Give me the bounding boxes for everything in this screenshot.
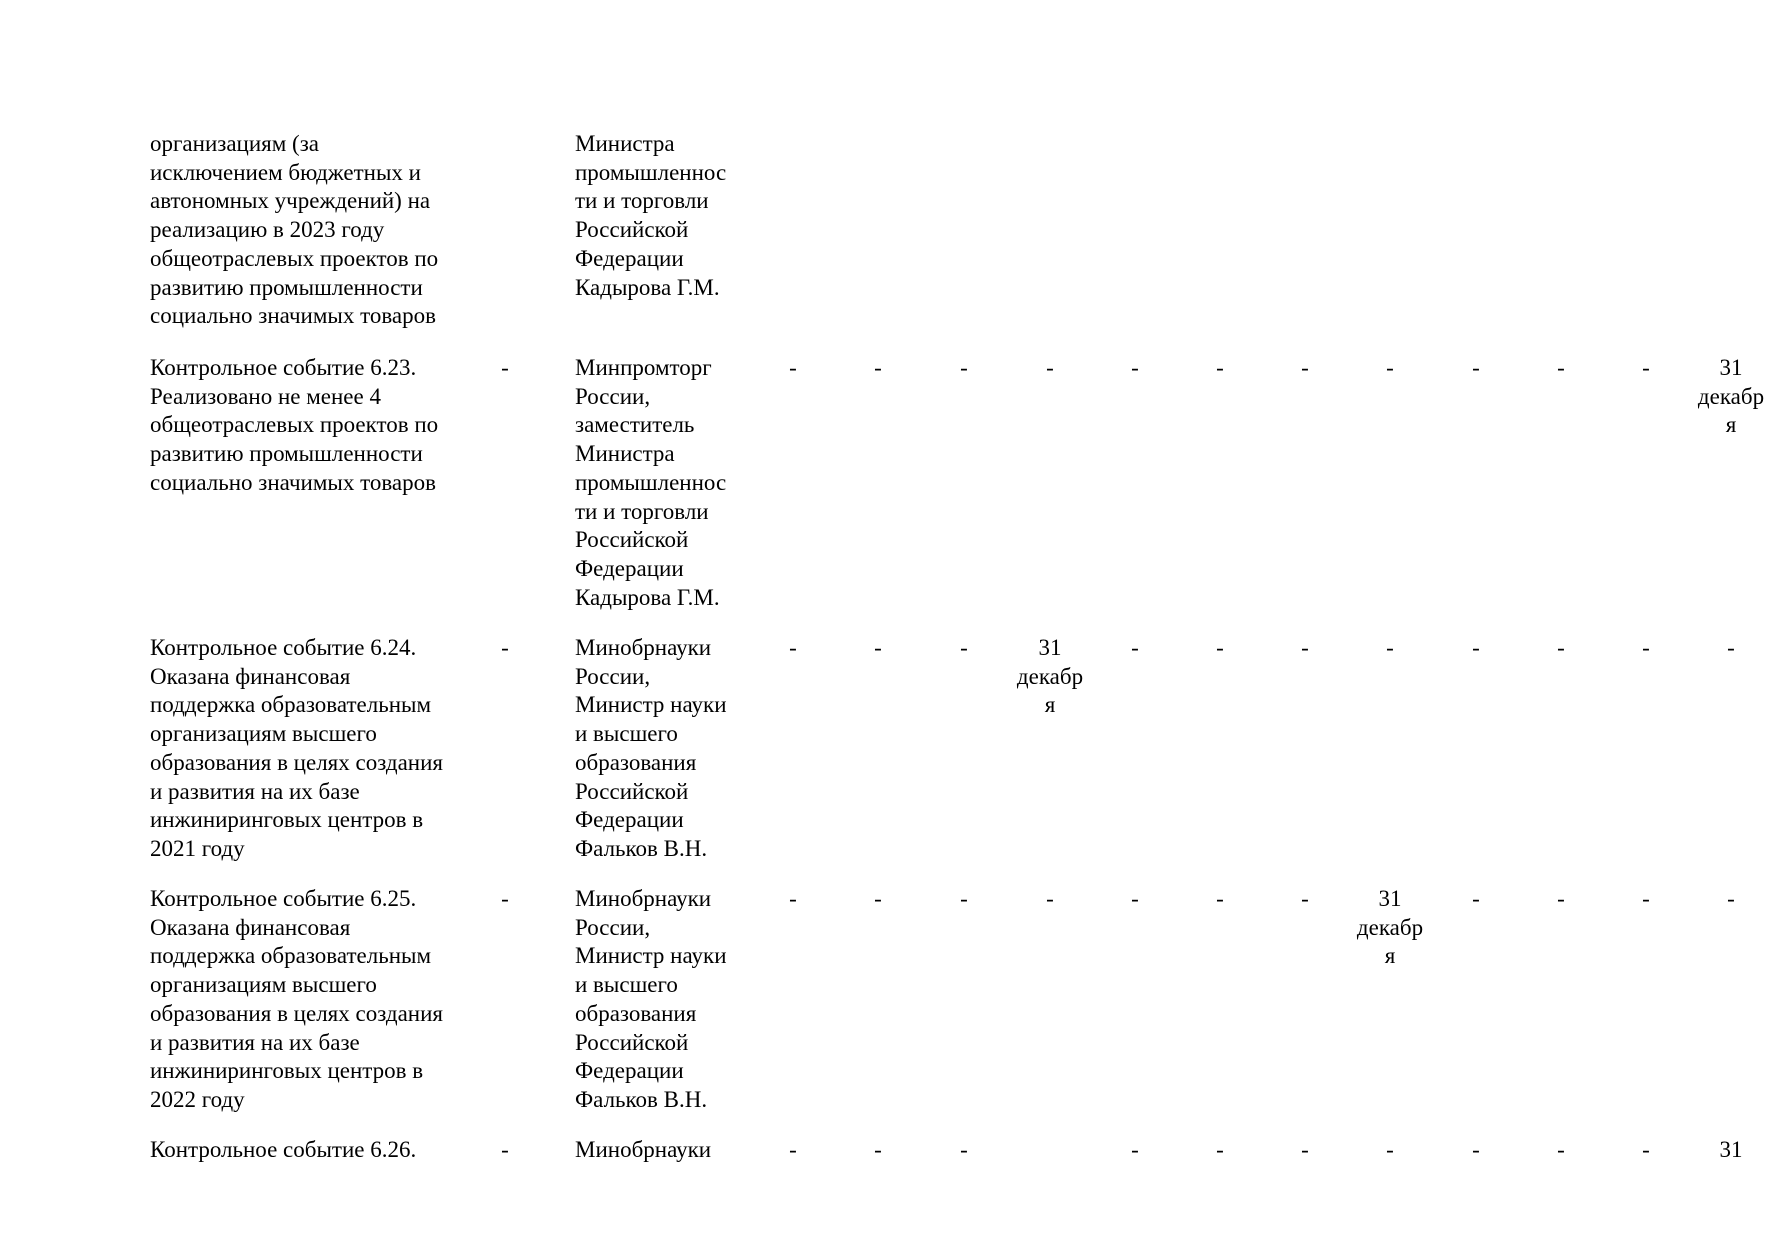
col2-value: -: [501, 1137, 509, 1162]
period-value: -: [1642, 886, 1650, 911]
period-value: -: [1642, 355, 1650, 380]
col2-value: -: [501, 355, 509, 380]
period-value: -: [960, 1137, 968, 1162]
period-value: 31 декабр я: [1697, 355, 1765, 438]
responsible-executor: Минобрнауки России, Министр науки и высшего образования Российской Федерации Фальков В.Н.: [575, 635, 727, 861]
period-value: -: [1131, 355, 1139, 380]
period-value: -: [1386, 635, 1394, 660]
period-value: -: [874, 1137, 882, 1162]
period-value: -: [1557, 355, 1565, 380]
period-value: 31 декабр я: [1016, 635, 1084, 718]
period-value: -: [1472, 355, 1480, 380]
period-value: -: [874, 635, 882, 660]
period-value: -: [1472, 635, 1480, 660]
period-value: -: [1216, 635, 1224, 660]
period-value: -: [1301, 886, 1309, 911]
period-value: -: [1472, 886, 1480, 911]
period-value: -: [1727, 635, 1735, 660]
period-value: -: [874, 886, 882, 911]
period-value: -: [960, 635, 968, 660]
period-value: -: [1727, 886, 1735, 911]
period-value: -: [789, 635, 797, 660]
col2-value: -: [501, 635, 509, 660]
period-value: -: [1642, 635, 1650, 660]
event-description: Контрольное событие 6.26.: [150, 1137, 417, 1162]
period-value: -: [1642, 1137, 1650, 1162]
period-value: -: [960, 355, 968, 380]
period-value: -: [1557, 886, 1565, 911]
event-description: Контрольное событие 6.25. Оказана финансовая поддержка образовательным организациям высшего образования в целях создания и развития на их базе инжиниринговых центров в 2022 году: [150, 886, 443, 1112]
period-value: -: [960, 886, 968, 911]
period-value: -: [1046, 886, 1054, 911]
period-value: -: [1301, 355, 1309, 380]
event-description: Контрольное событие 6.23. Реализовано не менее 4 общеотраслевых проектов по развитию промышленности социально значимых товаров: [150, 355, 439, 495]
responsible-executor: Минобрнауки России, Министр науки и высшего образования Российской Федерации Фальков В.Н.: [575, 886, 727, 1112]
period-value: -: [1472, 1137, 1480, 1162]
event-description: организациям (за исключением бюджетных и автономных учреждений) на реализацию в 2023 году общеотраслевых проектов по развитию промышленности социально значимых товаров: [150, 131, 439, 329]
period-value: -: [789, 1137, 797, 1162]
period-value: -: [1131, 635, 1139, 660]
responsible-executor: Министра промышленнос ти и торговли Российской Федерации Кадырова Г.М.: [575, 131, 727, 300]
responsible-executor: Минпромторг России, заместитель Министра промышленнос ти и торговли Российской Федерации Кадырова Г.М.: [575, 355, 727, 610]
period-value: -: [1216, 1137, 1224, 1162]
period-value: -: [1131, 886, 1139, 911]
event-description: Контрольное событие 6.24. Оказана финансовая поддержка образовательным организациям высшего образования в целях создания и развития на их базе инжиниринговых центров в 2021 году: [150, 635, 443, 861]
period-value: -: [1216, 886, 1224, 911]
period-value: -: [874, 355, 882, 380]
col2-value: -: [501, 886, 509, 911]
period-value: -: [1301, 1137, 1309, 1162]
period-value: -: [1557, 635, 1565, 660]
period-value: 31: [1719, 1137, 1743, 1162]
period-value: 31 декабр я: [1356, 886, 1424, 969]
period-value: -: [1046, 355, 1054, 380]
period-value: -: [789, 886, 797, 911]
period-value: -: [1386, 1137, 1394, 1162]
period-value: -: [1131, 1137, 1139, 1162]
responsible-executor: Минобрнауки: [575, 1137, 712, 1162]
period-value: -: [789, 355, 797, 380]
period-value: -: [1386, 355, 1394, 380]
period-value: -: [1216, 355, 1224, 380]
period-value: -: [1301, 635, 1309, 660]
period-value: -: [1557, 1137, 1565, 1162]
